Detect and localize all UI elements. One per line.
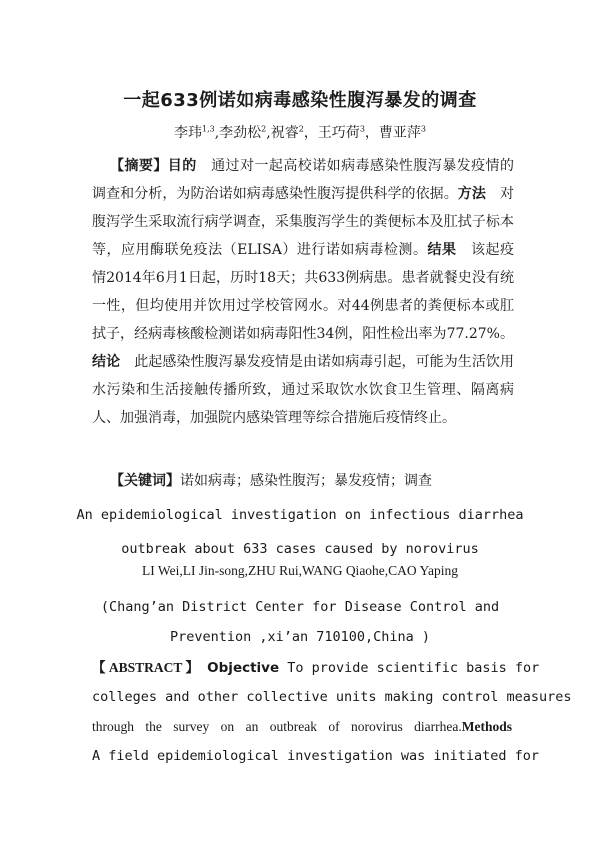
author-affiliation-mark: 3 (420, 124, 426, 134)
author-name: ，曹亚萍 (364, 125, 421, 141)
author-affiliation-mark: 3 (359, 124, 365, 134)
objective-label: 目的 (167, 158, 197, 174)
english-title-line: An epidemiological investigation on infectious diarrhea (76, 507, 524, 523)
author-affiliation-mark: 2 (261, 124, 267, 134)
methods-text: 对腹泻学生采取流行病学调查，采集腹泻学生的粪便标本及肛拭子标本等，应用酶联免疫法（ELISA）进行诺如病毒检测。 (92, 186, 515, 258)
affiliation-line: Prevention ,xi’an 710100,China ) (169, 629, 431, 645)
paper-title: 一起633例诺如病毒感染性腹泻暴发的调查 (123, 90, 477, 111)
english-abstract (92, 653, 572, 771)
english-objective-text: To provide scientific basis for (287, 660, 540, 676)
author-name: ,李劲松 (214, 125, 262, 141)
english-affiliation (0, 592, 600, 652)
keywords-text: 诺如病毒；感染性腹泻；暴发疫情；调查 (180, 473, 432, 489)
english-abstract-label: 【 ABSTRACT 】 (92, 660, 200, 675)
english-methods-label: Methods (461, 719, 512, 734)
english-abstract-line (92, 712, 512, 742)
conclusion-text: 此起感染性腹泻暴发疫情是由诺如病毒引起，可能为生活饮用水污染和生活接触传播所致，通过采取饮水饮食卫生管理、隔离病人、加强消毒，加强院内感染管理等综合措施后疫情终止。 (92, 354, 515, 426)
english-abstract-line: A field epidemiological investigation was initiated for (92, 748, 540, 764)
english-title (0, 498, 600, 566)
author-affiliation-mark: 1,3 (201, 124, 215, 134)
results-text: 该起疫情2014年6月1日起，历时18天；共633例病患。患者就餐史没有统一性，但均使用并饮用过学校管网水。对44例患者的粪便标本或肛拭子，经病毒核酸检测诺如病毒阳性34例，阳性检出率为77.27%。 (92, 242, 515, 342)
english-title-line: outbreak about 633 cases caused by norovirus (121, 541, 479, 557)
author-list (0, 122, 600, 142)
author-name: ,祝睿 (266, 125, 299, 141)
abstract-label: 【摘要】 (110, 158, 168, 174)
conclusion-label: 结论 (92, 354, 121, 370)
english-authors: LI Wei,LI Jin-song,ZHU Rui,WANG Qiaohe,CAO Yaping (142, 563, 458, 578)
keywords-label: 【关键词】 (110, 473, 180, 489)
english-abstract-text: through the survey on an outbreak of norovirus diarrhea. (92, 719, 462, 734)
objective-text: 通过对一起高校诺如病毒感染性腹泻暴发疫情的调查和分析，为防治诺如病毒感染性腹泻提供科学的依据。 (92, 158, 515, 202)
english-abstract-line: colleges and other collective units making control measures (92, 689, 572, 705)
results-label: 结果 (427, 242, 457, 258)
affiliation-line: (Chang’an District Center for Disease Control and (100, 599, 500, 615)
chinese-abstract (92, 152, 514, 432)
author-name: 李玮 (173, 125, 202, 141)
methods-label: 方法 (457, 186, 486, 202)
english-objective-label: Objective (207, 660, 280, 676)
english-abstract-line (92, 653, 540, 683)
author-name: ，王巧荷 (303, 125, 360, 141)
keywords (110, 470, 432, 490)
author-affiliation-mark: 2 (298, 124, 304, 134)
